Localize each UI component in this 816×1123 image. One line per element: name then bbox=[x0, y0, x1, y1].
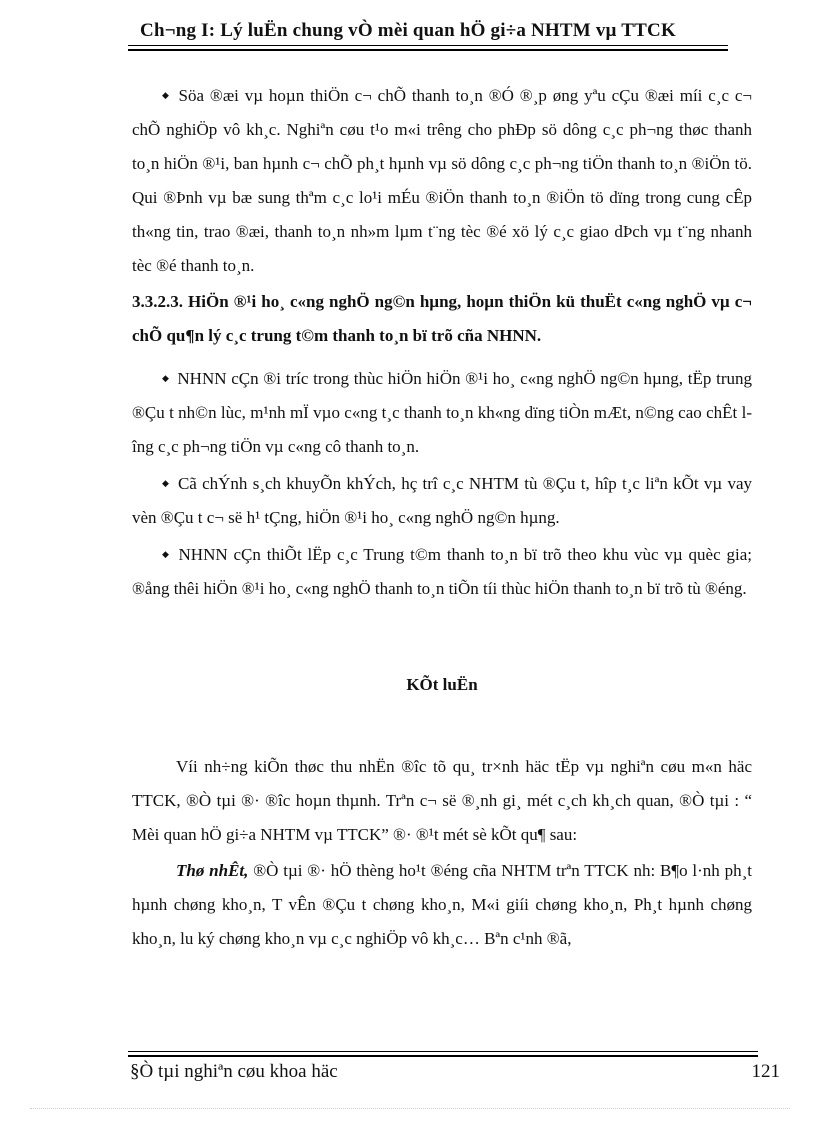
diamond-bullet-icon: ◆ bbox=[162, 478, 170, 488]
conclusion-title: KÕt luËn bbox=[406, 675, 478, 694]
conclusion-intro: Víi nh÷ng kiÕn thøc thu nhËn ®îc tõ qu¸ tr×nh häc tËp vµ nghiªn cøu m«n häc TTCK, ®Ò tµi ®· ®îc hoµn thµnh. Trªn c¬ së ®¸nh gi¸ mét c¸ch kh¸ch quan, ®Ò tµi : “ Mèi quan hÖ gi÷a NHTM vµ TTCK” ®· ®¹t mét sè kÕt qu¶ sau: bbox=[132, 757, 752, 844]
paragraph-text: NHNN cÇn thiÕt lËp c¸c Trung t©m thanh to¸n bï trõ theo khu vùc vµ quèc gia; ®ång thêi hiÖn ®¹i ho¸ c«ng nghÖ thanh to¸n tiÕn tíi thùc hiÖn thanh to¸n bï trõ tù ®éng. bbox=[132, 545, 752, 598]
page-number: 121 bbox=[751, 1061, 780, 1082]
bullet-paragraph bbox=[132, 466, 752, 535]
page-header-title: Ch¬ng I: Lý luËn chung vÒ mèi quan hÖ gi÷a NHTM vµ TTCK bbox=[140, 20, 676, 41]
conclusion-first-point bbox=[132, 854, 752, 956]
bullet-paragraph bbox=[132, 361, 752, 464]
header-divider bbox=[128, 45, 728, 46]
first-point-text: ®Ò tµi ®· hÖ thèng ho¹t ®éng cña NHTM trªn TTCK nh: B¶o l·nh ph¸t hµnh chøng kho¸n, T vÊn ®Çu t chøng kho¸n, M«i giíi chøng kho¸n, Ph¸t hµnh chøng kho¸n, lu ký chøng kho¸n vµ c¸c nghiÖp vô kh¸c… Bªn c¹nh ®ã, bbox=[132, 861, 752, 948]
page-bottom-dotted-line bbox=[30, 1108, 790, 1109]
section-heading: 3.3.2.3. HiÖn ®¹i ho¸ c«ng nghÖ ng©n hµng, hoµn thiÖn kü thuËt c«ng nghÖ vµ c¬ chÕ qu¶n lý c¸c trung t©m thanh to¸n bï trõ cña NHNN. bbox=[132, 292, 752, 345]
bullet-paragraph bbox=[132, 78, 752, 283]
diamond-bullet-icon: ◆ bbox=[162, 90, 171, 100]
paragraph-text: Cã chÝnh s¸ch khuyÕn khÝch, hç trî c¸c NHTM tù ®Çu t, hîp t¸c liªn kÕt vµ vay vèn ®Çu t c¬ së h¹ tÇng, hiÖn ®¹i ho¸ c«ng nghÖ ng©n hµng. bbox=[132, 474, 753, 527]
footer-divider bbox=[128, 1051, 758, 1052]
bullet-paragraph bbox=[132, 537, 752, 606]
diamond-bullet-icon: ◆ bbox=[162, 373, 170, 383]
header-divider-thick bbox=[128, 49, 728, 51]
diamond-bullet-icon: ◆ bbox=[162, 549, 171, 559]
paragraph-text: Söa ®æi vµ hoµn thiÖn c¬ chÕ thanh to¸n ®Ó ®¸p øng yªu cÇu ®æi míi c¸c c¬ chÕ nghiÖp vô kh¸c. Nghiªn cøu t¹o m«i trêng cho phÐp sö dông c¸c ph¬ng thøc thanh to¸n hiÖn ®¹i, ban hµnh c¬ chÕ ph¸t hµnh vµ sö dông c¸c ph¬ng tiÖn thanh to¸n ®iÖn tö. Qui ®Þnh vµ bæ sung thªm c¸c lo¹i mÉu ®iÖn thanh to¸n ®iÖn tö dïng trong cung cÊp th«ng tin, trao ®æi, thanh to¸n nh»m lµm t¨ng tèc ®é xö lý c¸c giao dÞch vµ t¨ng nhanh tèc ®é thanh to¸n. bbox=[132, 86, 753, 275]
first-point-lead: Thø nhÊt, bbox=[176, 861, 249, 880]
paragraph-text: NHNN cÇn ®i tríc trong thùc hiÖn hiÖn ®¹i ho¸ c«ng nghÖ ng©n hµng, tËp trung ®Çu t nh©n lùc, m¹nh mÏ vµo c«ng t¸c thanh to¸n kh«ng dïng tiÒn mÆt, n©ng cao chÊt lîng c¸c ph¬ng tiÖn vµ c«ng cô thanh to¸n. bbox=[132, 369, 753, 456]
footer-document-type: §Ò tµi nghiªn cøu khoa häc bbox=[130, 1061, 338, 1082]
footer-divider-thick bbox=[128, 1055, 758, 1057]
document-body bbox=[132, 78, 752, 958]
